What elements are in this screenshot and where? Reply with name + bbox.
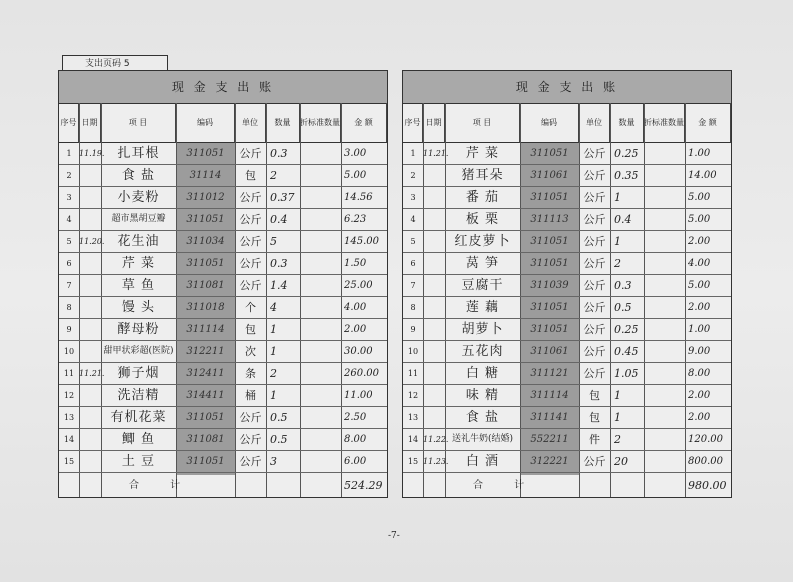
cell-code: 311081 xyxy=(186,280,225,291)
cell-no: 2 xyxy=(410,171,416,180)
cell-date xyxy=(79,385,101,406)
cell-amount: 3.00 xyxy=(344,148,367,159)
cell-amount: 14.56 xyxy=(344,192,373,203)
cell-item: 红皮萝卜 xyxy=(454,234,511,249)
cell-code: 311039 xyxy=(530,280,569,291)
cell-unit: 公斤 xyxy=(583,169,606,182)
cell-item: 有机花菜 xyxy=(110,410,167,425)
cell-date xyxy=(79,407,101,428)
ledger-row xyxy=(59,209,387,231)
cell-amount: 2.00 xyxy=(688,390,711,401)
cell-unit: 包 xyxy=(245,169,256,182)
ledger-row xyxy=(59,143,387,165)
cell-code: 311018 xyxy=(186,302,225,313)
cell-amount: 800.00 xyxy=(688,456,723,467)
cell-unit: 公斤 xyxy=(583,323,606,336)
cell-qty: 0.3 xyxy=(614,279,632,292)
cell-date xyxy=(423,209,445,230)
cell-no: 8 xyxy=(410,303,416,312)
cell-unit: 公斤 xyxy=(239,235,262,248)
cell-code: 552211 xyxy=(530,434,569,445)
cell-item: 馒 头 xyxy=(121,300,156,315)
cell-unit: 次 xyxy=(245,345,256,358)
cell-amount: 6.00 xyxy=(344,456,367,467)
cell-item: 鲫 鱼 xyxy=(121,432,156,447)
cell-code: 311113 xyxy=(530,214,569,225)
cell-item: 送礼牛奶(结婚) xyxy=(451,434,514,444)
cell-code: 311051 xyxy=(530,148,569,159)
cell-qty: 0.5 xyxy=(270,433,288,446)
cell-amount: 14.00 xyxy=(688,170,717,181)
header-no xyxy=(59,103,79,143)
cell-item: 扎耳根 xyxy=(117,146,160,161)
cell-qty: 1 xyxy=(614,235,621,248)
ledger-title: 现 金 支 出 账 xyxy=(59,71,387,104)
ledger-row xyxy=(59,341,387,363)
cell-item: 白 酒 xyxy=(465,454,500,469)
header-item xyxy=(445,103,520,143)
header-qty xyxy=(266,103,300,143)
header-item-label: 项 目 xyxy=(472,117,492,127)
cell-item: 甜甲状彩超(医院) xyxy=(103,346,174,356)
cell-date xyxy=(79,297,101,318)
cell-qty: 0.3 xyxy=(270,257,288,270)
cell-code: 311141 xyxy=(530,412,569,423)
ledger-row xyxy=(403,363,731,385)
total-row xyxy=(59,475,387,497)
cell-code: 311061 xyxy=(530,170,569,181)
cell-amount: 2.00 xyxy=(688,412,711,423)
ledger-row xyxy=(403,319,731,341)
cell-item: 洗洁精 xyxy=(117,388,160,403)
cell-unit: 公斤 xyxy=(583,301,606,314)
cell-qty: 1 xyxy=(614,389,621,402)
cell-code: 311051 xyxy=(186,412,225,423)
cell-code: 312221 xyxy=(530,456,569,467)
cell-no: 9 xyxy=(66,325,72,334)
page-number: -7- xyxy=(388,531,400,541)
cell-no: 3 xyxy=(410,193,416,202)
ledger-row xyxy=(403,253,731,275)
cell-item: 草 鱼 xyxy=(121,278,156,293)
ledger-row xyxy=(59,407,387,429)
ledger-row xyxy=(403,429,731,451)
cell-code: 311121 xyxy=(530,368,569,379)
cell-no: 1 xyxy=(66,149,72,158)
cell-qty: 2 xyxy=(270,169,277,182)
cell-unit: 公斤 xyxy=(583,147,606,160)
cell-qty: 0.37 xyxy=(270,191,295,204)
cell-unit: 公斤 xyxy=(239,147,262,160)
ledger-row xyxy=(403,165,731,187)
cell-amount: 5.00 xyxy=(344,170,367,181)
cell-amount: 1.00 xyxy=(688,324,711,335)
cell-date xyxy=(423,297,445,318)
cell-qty: 0.45 xyxy=(614,345,639,358)
cell-qty: 0.25 xyxy=(614,323,639,336)
cell-item: 味 精 xyxy=(465,388,500,403)
cell-code: 311051 xyxy=(530,302,569,313)
cell-no: 7 xyxy=(66,281,72,290)
cell-unit: 公斤 xyxy=(239,213,262,226)
cell-qty: 1.05 xyxy=(614,367,639,380)
cell-amount: 8.00 xyxy=(688,368,711,379)
cell-amount: 2.50 xyxy=(344,412,367,423)
ledger-row xyxy=(59,297,387,319)
cell-date: 11.19. xyxy=(79,149,105,158)
cell-item: 花生油 xyxy=(117,234,160,249)
ledger-row xyxy=(59,187,387,209)
cell-qty: 0.35 xyxy=(614,169,639,182)
total-amount: 524.29 xyxy=(344,479,383,492)
cell-code: 31114 xyxy=(189,170,222,181)
cell-qty: 2 xyxy=(614,433,621,446)
cell-date xyxy=(423,275,445,296)
cell-date: 11.22. xyxy=(423,435,449,444)
ledger-title: 现 金 支 出 账 xyxy=(403,71,731,104)
cell-no: 12 xyxy=(407,391,419,400)
cell-unit: 包 xyxy=(589,389,600,402)
header-item-label: 项 目 xyxy=(128,117,148,127)
cell-no: 11 xyxy=(407,369,419,378)
cell-qty: 2 xyxy=(614,257,621,270)
cell-qty: 0.5 xyxy=(614,301,632,314)
ledger-row xyxy=(403,187,731,209)
cell-code: 311114 xyxy=(186,324,225,335)
header-qty xyxy=(610,103,644,143)
cell-amount: 2.00 xyxy=(688,236,711,247)
ledger-row xyxy=(59,319,387,341)
cell-code: 314411 xyxy=(186,390,225,401)
total-row xyxy=(403,475,731,497)
cell-qty: 0.3 xyxy=(270,147,288,160)
header-date xyxy=(423,103,445,143)
cell-amount: 5.00 xyxy=(688,280,711,291)
cell-item: 酵母粉 xyxy=(117,322,160,337)
payment-page-tag: 支出页码 5 xyxy=(62,55,168,71)
cell-date xyxy=(423,187,445,208)
header-unit-label: 单位 xyxy=(586,117,602,127)
cell-item: 土 豆 xyxy=(121,454,156,469)
cell-item: 芹 菜 xyxy=(121,256,156,271)
cell-qty: 2 xyxy=(270,367,277,380)
cell-no: 14 xyxy=(407,435,419,444)
cell-unit: 包 xyxy=(589,411,600,424)
cell-code: 311051 xyxy=(530,258,569,269)
ledger-row xyxy=(59,165,387,187)
ledger-row xyxy=(403,275,731,297)
cell-unit: 公斤 xyxy=(583,191,606,204)
cell-item: 超市黑胡豆瓣 xyxy=(111,214,166,224)
cell-code: 311012 xyxy=(186,192,225,203)
cell-no: 5 xyxy=(66,237,72,246)
cell-date xyxy=(79,187,101,208)
cell-amount: 145.00 xyxy=(344,236,379,247)
cell-amount: 120.00 xyxy=(688,434,723,445)
cell-no: 4 xyxy=(66,215,72,224)
cell-unit: 公斤 xyxy=(239,279,262,292)
cell-amount: 9.00 xyxy=(688,346,711,357)
cell-code: 311034 xyxy=(186,236,225,247)
cell-code: 311051 xyxy=(530,192,569,203)
cell-no: 3 xyxy=(66,193,72,202)
cell-amount: 30.00 xyxy=(344,346,373,357)
cell-date xyxy=(79,209,101,230)
ledger-row xyxy=(59,231,387,253)
header-qty-label: 数量 xyxy=(274,117,291,127)
total-label: 合 计 xyxy=(129,480,195,491)
cell-no: 11 xyxy=(63,369,75,378)
cash-ledger-right xyxy=(402,70,732,498)
ledger-row xyxy=(59,275,387,297)
cell-unit: 公斤 xyxy=(239,411,262,424)
cell-date: 11.21. xyxy=(423,149,449,158)
cell-unit: 公斤 xyxy=(583,345,606,358)
cell-unit: 公斤 xyxy=(239,455,262,468)
cell-code: 311081 xyxy=(186,434,225,445)
ledger-row xyxy=(403,297,731,319)
cell-no: 2 xyxy=(66,171,72,180)
ledger-row xyxy=(59,451,387,473)
cell-unit: 公斤 xyxy=(583,235,606,248)
ledger-row xyxy=(403,407,731,429)
header-std xyxy=(644,103,685,143)
cell-unit: 公斤 xyxy=(583,213,606,226)
ledger-row xyxy=(403,143,731,165)
cell-no: 13 xyxy=(407,413,419,422)
cell-amount: 260.00 xyxy=(344,368,379,379)
header-no-label: 序号 xyxy=(404,117,421,127)
cell-amount: 25.00 xyxy=(344,280,373,291)
header-unit-label: 单位 xyxy=(242,117,258,127)
cell-qty: 1 xyxy=(614,191,621,204)
cell-date xyxy=(423,385,445,406)
cell-no: 4 xyxy=(410,215,416,224)
cell-qty: 1 xyxy=(270,345,277,358)
header-unit xyxy=(579,103,610,143)
cell-amount: 5.00 xyxy=(688,192,711,203)
cell-code: 311051 xyxy=(186,258,225,269)
cell-item: 食 盐 xyxy=(121,168,156,183)
cell-no: 14 xyxy=(63,435,75,444)
cell-no: 7 xyxy=(410,281,416,290)
header-amount xyxy=(685,103,731,143)
cell-item: 胡萝卜 xyxy=(461,322,504,337)
cell-amount: 5.00 xyxy=(688,214,711,225)
cell-date xyxy=(423,407,445,428)
cell-qty: 5 xyxy=(270,235,277,248)
cell-qty: 0.25 xyxy=(614,147,639,160)
cell-date xyxy=(423,341,445,362)
header-amount-label: 金 额 xyxy=(354,117,373,127)
cell-code: 311061 xyxy=(530,346,569,357)
cell-amount: 4.00 xyxy=(344,302,367,313)
cell-unit: 包 xyxy=(245,323,256,336)
cell-item: 五花肉 xyxy=(461,344,504,359)
cell-date xyxy=(423,165,445,186)
cell-unit: 公斤 xyxy=(583,257,606,270)
cell-amount: 2.00 xyxy=(344,324,367,335)
cell-date xyxy=(423,363,445,384)
ledger-row xyxy=(403,209,731,231)
cell-amount: 6.23 xyxy=(344,214,367,225)
cell-unit: 公斤 xyxy=(239,257,262,270)
cell-date: 11.23. xyxy=(423,457,449,466)
cell-no: 5 xyxy=(410,237,416,246)
cell-no: 6 xyxy=(66,259,72,268)
header-unit xyxy=(235,103,266,143)
header-date-label: 日期 xyxy=(81,117,98,127)
cell-date xyxy=(79,451,101,472)
cell-amount: 4.00 xyxy=(688,258,711,269)
cell-date xyxy=(79,429,101,450)
cell-no: 15 xyxy=(407,457,419,466)
cell-unit: 公斤 xyxy=(583,279,606,292)
cell-qty: 0.4 xyxy=(614,213,632,226)
cell-date xyxy=(423,231,445,252)
ledger-row xyxy=(59,363,387,385)
header-std-label: 折标准数量 xyxy=(300,117,340,127)
cell-unit: 条 xyxy=(245,367,256,380)
cell-qty: 1 xyxy=(270,323,277,336)
cell-date xyxy=(79,275,101,296)
header-code xyxy=(176,103,235,143)
cell-no: 1 xyxy=(410,149,416,158)
cell-code: 312211 xyxy=(186,346,225,357)
cell-qty: 0.4 xyxy=(270,213,288,226)
cell-code: 311051 xyxy=(530,324,569,335)
cell-code: 311051 xyxy=(530,236,569,247)
header-code xyxy=(520,103,579,143)
cell-unit: 公斤 xyxy=(239,433,262,446)
cell-item: 狮子烟 xyxy=(117,366,160,381)
cell-qty: 20 xyxy=(614,455,628,468)
cell-amount: 1.50 xyxy=(344,258,367,269)
cell-code: 311051 xyxy=(186,214,225,225)
cell-qty: 1.4 xyxy=(270,279,288,292)
cell-qty: 4 xyxy=(270,301,277,314)
cell-unit: 公斤 xyxy=(239,191,262,204)
ledger-row xyxy=(59,429,387,451)
cell-qty: 3 xyxy=(270,455,277,468)
header-date-label: 日期 xyxy=(425,117,442,127)
cell-date xyxy=(79,253,101,274)
cell-item: 芹 菜 xyxy=(465,146,500,161)
cell-date xyxy=(423,253,445,274)
cell-qty: 1 xyxy=(270,389,277,402)
cell-item: 豆腐干 xyxy=(461,278,504,293)
header-code-label: 编码 xyxy=(541,117,557,127)
cell-item: 莲 藕 xyxy=(465,300,500,315)
header-std xyxy=(300,103,341,143)
cell-no: 8 xyxy=(66,303,72,312)
cell-date xyxy=(423,319,445,340)
header-code-label: 编码 xyxy=(197,117,213,127)
cell-code: 311051 xyxy=(186,148,225,159)
cell-no: 10 xyxy=(407,347,419,356)
cell-item: 莴 笋 xyxy=(465,256,500,271)
ledger-row xyxy=(59,253,387,275)
cell-item: 猪耳朵 xyxy=(461,168,504,183)
cell-date xyxy=(79,341,101,362)
cell-no: 13 xyxy=(63,413,75,422)
total-amount: 980.00 xyxy=(688,479,727,492)
cell-amount: 1.00 xyxy=(688,148,711,159)
cell-code: 311114 xyxy=(530,390,569,401)
header-qty-label: 数量 xyxy=(618,117,635,127)
cell-amount: 11.00 xyxy=(344,390,373,401)
ledger-row xyxy=(403,385,731,407)
cell-code: 312411 xyxy=(186,368,225,379)
header-std-label: 折标准数量 xyxy=(644,117,684,127)
cell-item: 食 盐 xyxy=(465,410,500,425)
cell-code: 311051 xyxy=(186,456,225,467)
ledger-row xyxy=(59,385,387,407)
cell-unit: 件 xyxy=(589,433,600,446)
header-no-label: 序号 xyxy=(60,117,77,127)
cell-date: 11.20. xyxy=(79,237,105,246)
ledger-row xyxy=(403,451,731,473)
cell-item: 小麦粉 xyxy=(117,190,160,205)
header-item xyxy=(101,103,176,143)
cell-unit: 个 xyxy=(245,301,256,314)
ledger-row xyxy=(403,231,731,253)
cell-no: 12 xyxy=(63,391,75,400)
cell-date: 11.21. xyxy=(79,369,105,378)
cell-date xyxy=(79,319,101,340)
cell-qty: 0.5 xyxy=(270,411,288,424)
header-date xyxy=(79,103,101,143)
header-amount-label: 金 额 xyxy=(698,117,717,127)
cell-amount: 2.00 xyxy=(688,302,711,313)
cell-no: 6 xyxy=(410,259,416,268)
cash-ledger-left xyxy=(58,70,388,498)
cell-unit: 桶 xyxy=(245,389,256,402)
cell-item: 白 糖 xyxy=(465,366,500,381)
header-amount xyxy=(341,103,387,143)
cell-item: 番 茄 xyxy=(465,190,500,205)
cell-no: 15 xyxy=(63,457,75,466)
ledger-row xyxy=(403,341,731,363)
cell-amount: 8.00 xyxy=(344,434,367,445)
cell-unit: 公斤 xyxy=(583,367,606,380)
cell-qty: 1 xyxy=(614,411,621,424)
cell-no: 9 xyxy=(410,325,416,334)
cell-date xyxy=(79,165,101,186)
cell-no: 10 xyxy=(63,347,75,356)
total-label: 合 计 xyxy=(473,480,539,491)
header-no xyxy=(403,103,423,143)
cell-unit: 公斤 xyxy=(583,455,606,468)
cell-item: 板 栗 xyxy=(465,212,500,227)
